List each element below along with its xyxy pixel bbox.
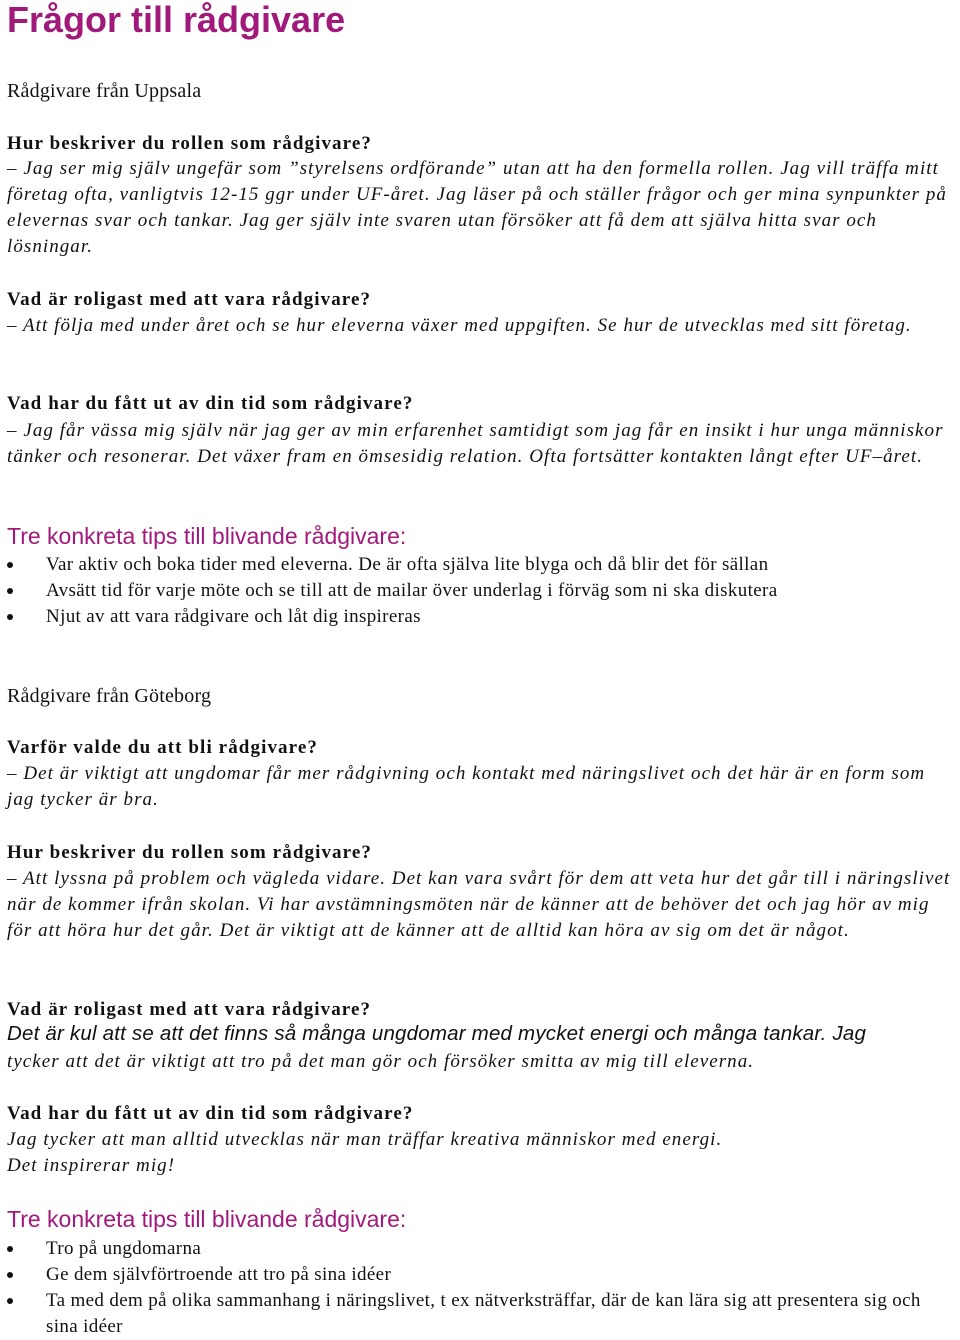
bullet-icon — [7, 588, 13, 594]
bullet-icon — [7, 1272, 13, 1278]
bullet-icon — [7, 562, 13, 568]
page-title: Frågor till rådgivare — [7, 0, 346, 40]
answer-text: – Jag får vässa mig själv när jag ger av min erfarenhet samtidigt som jag får en insikt i hur unga människor tänker och resonerar. Det växer fram en ömsesidig relation. Ofta fortsätter kontakten långt efter UF–året. — [7, 420, 944, 467]
list-item: Ge dem självförtroende att tro på sina idéer — [7, 1262, 957, 1288]
advisor-heading-uppsala: Rådgivare från Uppsala — [7, 80, 202, 102]
list-item: Tro på ungdomarna — [7, 1236, 957, 1262]
question-heading: Vad har du fått ut av din tid som rådgivare? — [7, 393, 414, 414]
answer-text: Det är kul att se att det finns så många ungdomar med mycket energi och många tankar. Jag — [7, 1022, 867, 1045]
list-item: Njut av att vara rådgivare och låt dig inspireras — [7, 604, 957, 630]
advisor-heading-goteborg: Rådgivare från Göteborg — [7, 685, 212, 707]
answer-text: Jag tycker att man alltid utvecklas när man träffar kreativa människor med energi. — [7, 1129, 723, 1150]
question-heading: Hur beskriver du rollen som rådgivare? — [7, 133, 372, 154]
tips-heading: Tre konkreta tips till blivande rådgivare: — [7, 1206, 407, 1232]
question-heading: Vad har du fått ut av din tid som rådgivare? — [7, 1103, 414, 1124]
question-heading: Varför valde du att bli rådgivare? — [7, 737, 318, 758]
answer-text: – Att följa med under året och se hur eleverna växer med uppgiften. Se hur de utvecklas med sitt företag. — [7, 315, 912, 336]
bullet-icon — [7, 1298, 13, 1304]
tips-list — [7, 1236, 957, 1340]
bullet-icon — [7, 614, 13, 620]
tips-heading: Tre konkreta tips till blivande rådgivare: — [7, 523, 407, 549]
answer-text: – Att lyssna på problem och vägleda vidare. Det kan vara svårt för dem att veta hur det går till i näringslivet när de kommer ifrån skolan. Vi har avstämningsmöten när de känner att de behöver det och jag hör av mig för att höra hur det går. Det är viktigt att de känner att de alltid kan höra av sig om det är något. — [7, 868, 951, 941]
question-heading: Hur beskriver du rollen som rådgivare? — [7, 842, 372, 863]
answer-text: tycker att det är viktigt att tro på det man gör och försöker smitta av mig till eleverna. — [7, 1051, 755, 1072]
answer-text: – Jag ser mig själv ungefär som ”styrelsens ordförande” utan att ha den formella rollen. Jag vill träffa mitt företag ofta, vanligtvis 12-15 ggr under UF-året. Jag läser på och ställer frågor och ger mina synpunkter på elevernas svar och tankar. Jag ger själv inte svaren utan försöker att få dem att själva hitta svar och lösningar. — [7, 158, 947, 257]
tips-list — [7, 552, 957, 630]
list-item: Var aktiv och boka tider med eleverna. De är ofta själva lite blyga och då blir det för sällan — [7, 552, 957, 578]
bullet-icon — [7, 1246, 13, 1252]
list-item: Avsätt tid för varje möte och se till att de mailar över underlag i förväg som ni ska diskutera — [7, 578, 957, 604]
answer-text: Det inspirerar mig! — [7, 1155, 176, 1176]
list-item: Ta med dem på olika sammanhang i näringslivet, t ex nätverksträffar, där de kan lära sig att presentera sig och sina idéer — [7, 1288, 957, 1340]
question-heading: Vad är roligast med att vara rådgivare? — [7, 999, 372, 1020]
answer-text: – Det är viktigt att ungdomar får mer rådgivning och kontakt med näringslivet och det här är en form som jag tycker är bra. — [7, 763, 926, 810]
question-heading: Vad är roligast med att vara rådgivare? — [7, 289, 372, 310]
